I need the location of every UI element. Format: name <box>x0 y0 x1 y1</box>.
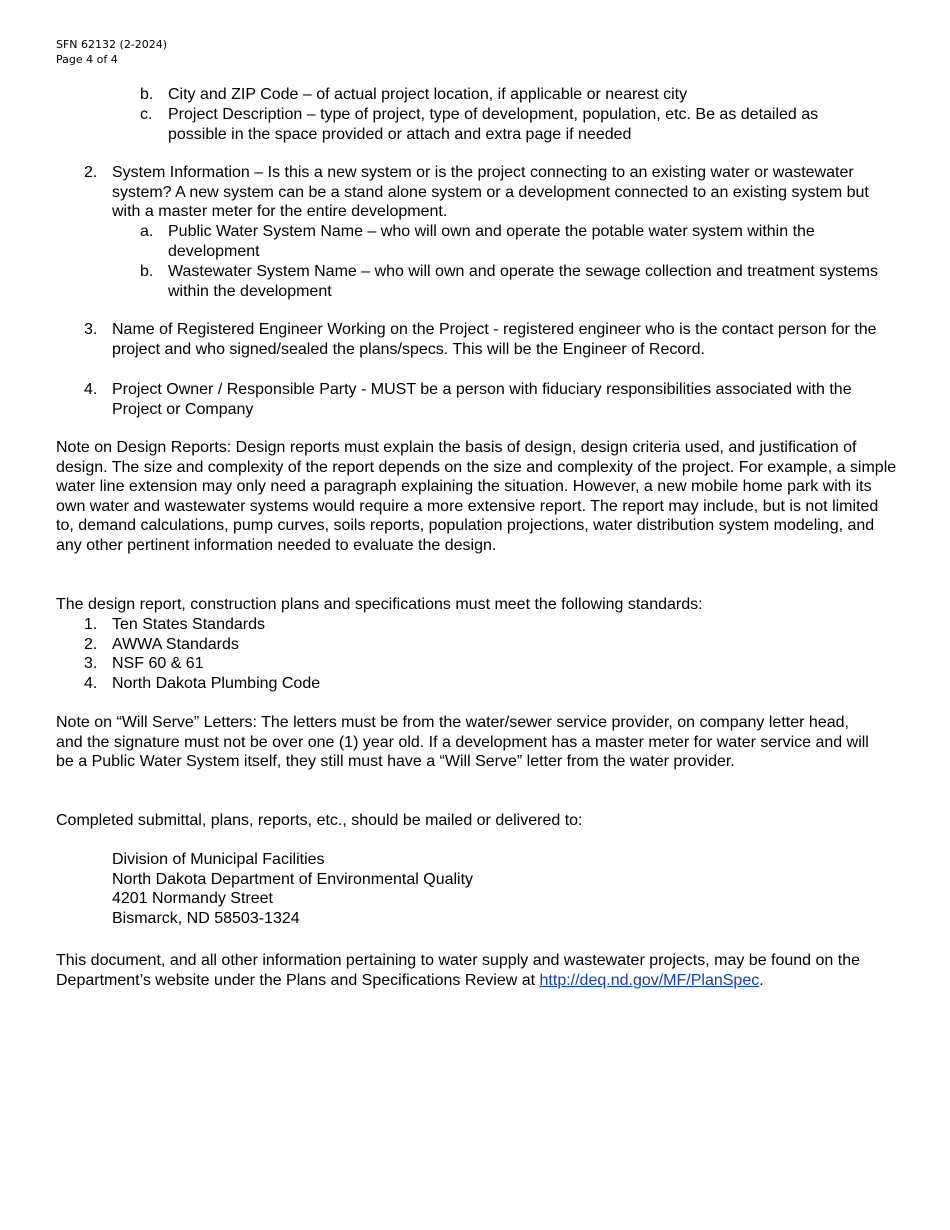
closing-paragraph <box>56 951 898 990</box>
design-reports-note: Note on Design Reports: Design reports must explain the basis of design, design criteria used, and justification of design. The size and complexity of the report depends on the size and complexity of the project. For example, a simple water line extension may only need a paragraph explaining the situation. However, a new mobile home park with its own water and wastewater systems would require a more extensive report. The report may include, but is not limited to, demand calculations, pump curves, soils reports, population projections, water distribution system modeling, and any other pertinent information needed to evaluate the design. <box>56 439 897 554</box>
address-line: 4201 Normandy Street <box>112 890 273 908</box>
list-marker: a. <box>140 223 154 240</box>
closing-text: This document, and all other information pertaining to water supply and wastewater projects, may be found on the Department’s website under the Plans and Specifications Review at <box>56 952 861 989</box>
list-marker: 3. <box>84 321 98 338</box>
list-item: Ten States Standards <box>112 616 265 633</box>
list-marker: 4. <box>84 381 98 398</box>
plan-spec-link[interactable]: http://deq.nd.gov/MF/PlanSpec <box>539 971 760 989</box>
list-item: NSF 60 & 61 <box>112 655 204 672</box>
list-item: AWWA Standards <box>112 636 239 653</box>
list-item: Project Description – type of project, type of development, population, etc. Be as detailed as possible in the space provided or attach and extra page if needed <box>168 106 819 143</box>
page-label: Page 4 of 4 <box>56 53 118 66</box>
list-item: Public Water System Name – who will own and operate the potable water system within the development <box>168 223 815 260</box>
mailing-address <box>112 850 473 928</box>
list-marker: c. <box>140 106 153 123</box>
list-marker: 2. <box>84 164 98 181</box>
closing-period: . <box>759 971 764 989</box>
list-item: City and ZIP Code – of actual project location, if applicable or nearest city <box>168 86 688 103</box>
list-marker: b. <box>140 263 154 280</box>
form-id: SFN 62132 (2-2024) <box>56 38 168 51</box>
form-header <box>56 37 167 67</box>
address-line: Division of Municipal Facilities <box>112 851 325 868</box>
list-item: Name of Registered Engineer Working on the Project - registered engineer who is the contact person for the project and who signed/sealed the plans/specs. This will be the Engineer of Record. <box>112 321 877 358</box>
list-marker: 4. <box>84 675 98 692</box>
address-line: North Dakota Department of Environmental Quality <box>112 870 474 888</box>
list-marker: 3. <box>84 655 98 672</box>
standards-intro: The design report, construction plans and specifications must meet the following standards: <box>56 596 703 613</box>
list-item: Project Owner / Responsible Party - MUST be a person with fiduciary responsibilities associated with the Project or Company <box>112 381 852 418</box>
list-marker: b. <box>140 86 154 103</box>
list-item: North Dakota Plumbing Code <box>112 675 321 692</box>
list-item: System Information – Is this a new system or is the project connecting to an existing water or wastewater system? A new system can be a stand alone system or a development connected to an existing system but with a master meter for the entire development. <box>112 164 869 221</box>
list-marker: 1. <box>84 616 98 633</box>
list-item: Wastewater System Name – who will own and operate the sewage collection and treatment systems within the development <box>168 263 878 300</box>
address-line: Bismarck, ND 58503-1324 <box>112 909 300 927</box>
mailing-intro: Completed submittal, plans, reports, etc., should be mailed or delivered to: <box>56 812 583 829</box>
will-serve-note: Note on “Will Serve” Letters: The letters must be from the water/sewer service provider, on company letter head, and the signature must not be over one (1) year old. If a development has a master meter for water service and will be a Public Water System itself, they still must have a “Will Serve” letter from the water provider. <box>56 714 869 771</box>
list-marker: 2. <box>84 636 98 653</box>
